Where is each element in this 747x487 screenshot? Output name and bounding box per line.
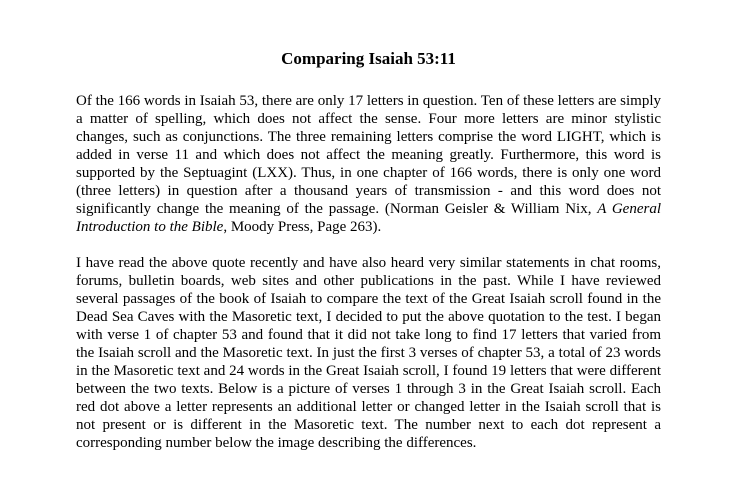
page-title: Comparing Isaiah 53:11 (281, 49, 456, 68)
quote-paragraph (76, 92, 661, 236)
body-paragraph: I have read the above quote recently and have also heard very similar statements in chat rooms, forums, bulletin boards, web sites and other publications in the past. While I have reviewed several passages of the book of Isaiah to compare the text of the Great Isaiah scroll found in the Dead Sea Caves with the Masoretic text, I decided to put the above quotation to the test. I began with verse 1 of chapter 53 and found that it did not take long to find 17 letters that varied from the Isaiah scroll and the Masoretic text. In just the first 3 verses of chapter 53, a total of 23 words in the Masoretic text and 24 words in the Great Isaiah scroll, I found 19 letters that were different between the two texts. Below is a picture of verses 1 through 3 in the Great Isaiah scroll. Each red dot above a letter represents an additional letter or changed letter in the Isaiah scroll that is not present or is different in the Masoretic text. The number next to each dot represent a corresponding number below the image describing the differences. (76, 255, 661, 451)
citation-end: , Moody Press, Page 263). (223, 219, 382, 235)
quote-text: Of the 166 words in Isaiah 53, there are only 17 letters in question. Ten of these letters are simply a matter of spelling, which does not affect the sense. Four more letters are minor stylistic changes, such as conjunctions. The three remaining letters comprise the word LIGHT, which is added in verse 11 and which does not affect the meaning greatly. Furthermore, this word is supported by the Septuagint (LXX). Thus, in one chapter of 166 words, there is only one word (three letters) in question after a thousand years of transmission - and this word does not significantly change the meaning of the passage. (Norman Geisler & William Nix, (76, 93, 661, 217)
book-title: A General Introduction to the Bible (76, 201, 661, 235)
